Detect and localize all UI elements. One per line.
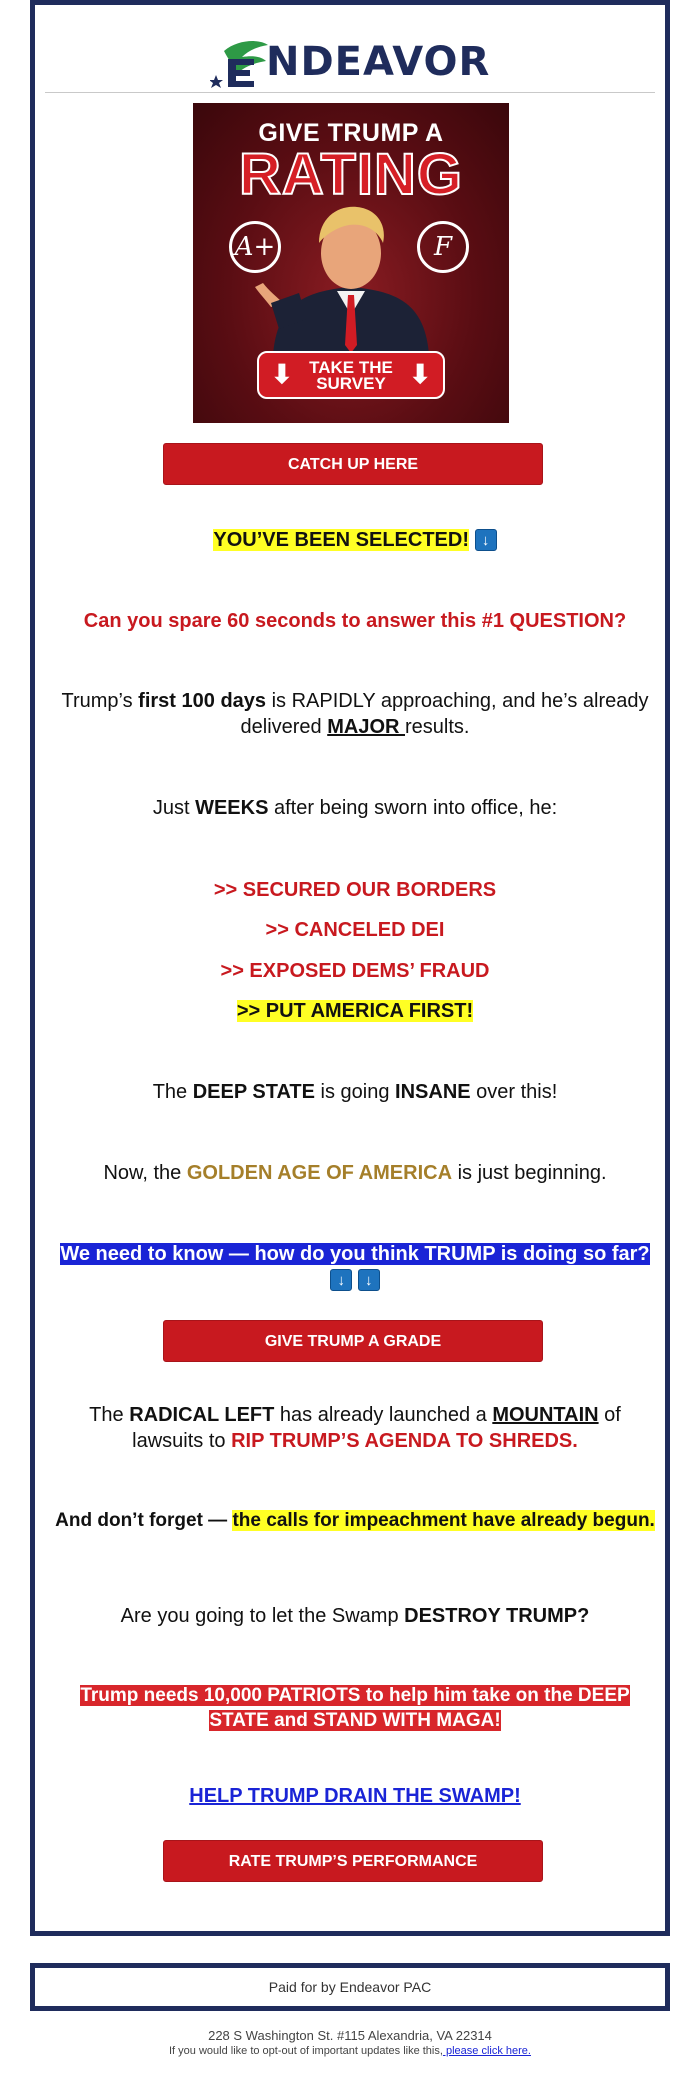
opt-out-text: If you would like to opt-out of important updates like this, (169, 2045, 443, 2057)
radical-left-paragraph: The RADICAL LEFT has already launched a MOUNTAIN of lawsuits to RIP TRUMP’S AGENDA TO SHREDS. (89, 1404, 621, 1452)
need-to-know-paragraph: We need to know — how do you think TRUMP is doing so far? ↓ ↓ (60, 1243, 650, 1289)
weeks-paragraph: Just WEEKS after being sworn into office, he: (152, 797, 558, 819)
down-arrow-emoji-icon: ↓ (475, 529, 497, 551)
swamp-paragraph: Are you going to let the Swamp DESTROY TRUMP? (120, 1605, 590, 1627)
opt-out-line (0, 2045, 700, 2057)
question-heading: Can you spare 60 seconds to answer this #1 QUESTION? (83, 610, 627, 632)
impeachment-paragraph: And don’t forget — the calls for impeachment have already begun. (55, 1510, 655, 1531)
endeavor-logo[interactable] (210, 37, 510, 93)
hero-cta-line-2: SURVEY (316, 374, 386, 393)
hero-line-1: GIVE TRUMP A (258, 119, 444, 147)
catch-up-button[interactable]: CATCH UP HERE (163, 443, 543, 485)
list-item: >> CANCELED DEI (265, 919, 445, 941)
list-item: >> PUT AMERICA FIRST! (236, 1000, 474, 1022)
logo-wordmark: NDEAVOR (266, 39, 491, 85)
down-arrow-emoji-icon: ↓ (358, 1269, 380, 1291)
golden-age-paragraph: Now, the GOLDEN AGE OF AMERICA is just beginning. (103, 1162, 607, 1184)
take-survey-graphic-button[interactable] (257, 351, 445, 399)
selected-heading: YOU’VE BEEN SELECTED! ↓ (55, 527, 655, 553)
grade-a-plus-badge: A+ (229, 221, 281, 273)
rate-performance-button[interactable]: RATE TRUMP’S PERFORMANCE (163, 1840, 543, 1882)
down-arrow-emoji-icon: ↓ (330, 1269, 352, 1291)
patriots-paragraph: Trump needs 10,000 PATRIOTS to help him take on the DEEP STATE and STAND WITH MAGA! (80, 1685, 630, 1731)
list-item: >> EXPOSED DEMS’ FRAUD (220, 960, 490, 982)
paid-for-text: Paid for by Endeavor PAC (268, 1979, 432, 1995)
drain-swamp-link[interactable]: HELP TRUMP DRAIN THE SWAMP! (189, 1785, 521, 1807)
give-grade-button[interactable]: GIVE TRUMP A GRADE (163, 1320, 543, 1362)
paid-for-box (30, 1963, 670, 2011)
grade-f-badge: F (417, 221, 469, 273)
hero-cta-line-1: TAKE THE (309, 358, 393, 377)
email-frame (30, 0, 670, 1936)
trump-photo-illustration (253, 195, 449, 355)
opt-out-link[interactable]: please click here. (442, 2045, 531, 2057)
list-item: >> SECURED OUR BORDERS (213, 879, 497, 901)
header-divider (45, 92, 655, 93)
drain-swamp-link-wrap (55, 1783, 655, 1809)
survey-hero-image[interactable] (193, 103, 509, 423)
first-100-days-paragraph: Trump’s first 100 days is RAPIDLY approaching, and he’s already delivered MAJOR results. (61, 690, 649, 738)
hero-line-2: RATING (238, 142, 463, 207)
down-arrow-icon: ⬇ (409, 359, 431, 389)
mailing-address: 228 S Washington St. #115 Alexandria, VA 22314 (208, 2028, 492, 2043)
eagle-logo-icon (210, 37, 270, 93)
down-arrow-icon: ⬇ (271, 359, 293, 389)
deep-state-paragraph: The DEEP STATE is going INSANE over this! (152, 1081, 558, 1103)
